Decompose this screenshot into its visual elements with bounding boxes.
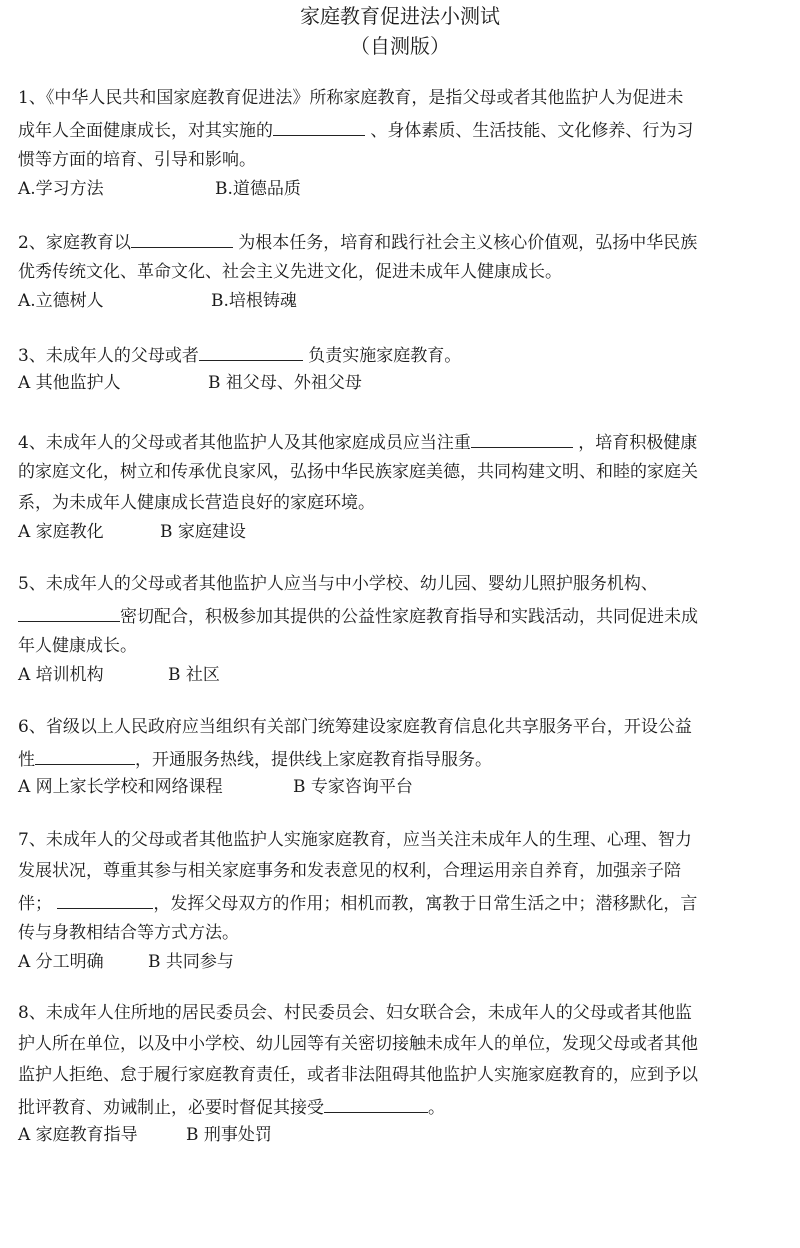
question-text: 年人健康成长。 [18, 636, 137, 656]
question-text: 7、未成年人的父母或者其他监护人实施家庭教育，应当关注未成年人的生理、心理、智力 [18, 830, 692, 850]
option-a[interactable]: A 家庭教育指导 [18, 1125, 138, 1145]
option-b[interactable]: B 共同参与 [148, 952, 234, 972]
question-text: 8、未成年人住所地的居民委员会、村民委员会、妇女联合会，未成年人的父母或者其他监 [18, 1003, 692, 1023]
answer-blank [199, 342, 303, 361]
answer-blank [35, 746, 135, 765]
answer-blank [324, 1094, 428, 1113]
question-text: 系，为未成年人健康成长营造良好的家庭环境。 [18, 493, 375, 513]
option-a[interactable]: A.学习方法 [18, 179, 104, 199]
option-a[interactable]: A 其他监护人 [18, 373, 121, 393]
question-text: 6、省级以上人民政府应当组织有关部门统筹建设家庭教育信息化共享服务平台，开设公益 [18, 717, 692, 737]
option-b[interactable]: B 祖父母、外祖父母 [208, 373, 362, 393]
answer-blank [18, 603, 120, 622]
question-text: 优秀传统文化、革命文化、社会主义先进文化，促进未成年人健康成长。 [18, 262, 562, 282]
option-a[interactable]: A 培训机构 [18, 665, 104, 685]
question-text: 批评教育、劝诫制止，必要时督促其接受 。 [18, 1094, 780, 1118]
option-b[interactable]: B 家庭建设 [160, 522, 246, 542]
question-text: 3、未成年人的父母或者 负责实施家庭教育。 [18, 342, 780, 366]
quiz-subtitle: （自测版） [350, 34, 450, 58]
question-text: 2、家庭教育以 为根本任务，培育和践行社会主义核心价值观，弘扬中华民族 [18, 229, 780, 253]
question-text: 4、未成年人的父母或者其他监护人及其他家庭成员应当注重 ，培育积极健康 [18, 429, 780, 453]
question-text: 发展状况，尊重其参与相关家庭事务和发表意见的权利，合理运用亲自养育，加强亲子陪 [18, 861, 681, 881]
question-text: 传与身教相结合等方式方法。 [18, 923, 239, 943]
option-a[interactable]: A.立德树人 [18, 291, 104, 311]
option-a[interactable]: A 家庭教化 [18, 522, 104, 542]
question-text: 伴； ，发挥父母双方的作用；相机而教，寓教于日常生活之中；潜移默化，言 [18, 890, 780, 914]
question-text: 惯等方面的培育、引导和影响。 [18, 150, 256, 170]
option-b[interactable]: B 社区 [168, 665, 220, 685]
option-a[interactable]: A 网上家长学校和网络课程 [18, 777, 223, 797]
question-text: 成年人全面健康成长，对其实施的 、身体素质、生活技能、文化修养、行为习 [18, 117, 780, 141]
quiz-title: 家庭教育促进法小测试 [300, 4, 500, 28]
option-b[interactable]: B.培根铸魂 [211, 291, 297, 311]
question-text: 性 ，开通服务热线，提供线上家庭教育指导服务。 [18, 746, 780, 770]
option-b[interactable]: B 专家咨询平台 [293, 777, 413, 797]
answer-blank [273, 117, 365, 136]
option-a[interactable]: A 分工明确 [18, 952, 104, 972]
question-text: 监护人拒绝、怠于履行家庭教育责任，或者非法阻碍其他监护人实施家庭教育的，应到予以 [18, 1065, 698, 1085]
question-text: 1、《中华人民共和国家庭教育促进法》所称家庭教育，是指父母或者其他监护人为促进未 [18, 88, 684, 108]
question-text: 的家庭文化，树立和传承优良家风，弘扬中华民族家庭美德，共同构建文明、和睦的家庭关 [18, 462, 698, 482]
answer-blank [57, 890, 153, 909]
question-text: 密切配合，积极参加其提供的公益性家庭教育指导和实践活动，共同促进未成 [18, 603, 780, 627]
question-text: 护人所在单位，以及中小学校、幼儿园等有关密切接触未成年人的单位，发现父母或者其他 [18, 1034, 698, 1054]
option-b[interactable]: B.道德品质 [215, 179, 301, 199]
question-text: 5、未成年人的父母或者其他监护人应当与中小学校、幼儿园、婴幼儿照护服务机构、 [18, 574, 658, 594]
answer-blank [471, 429, 573, 448]
answer-blank [131, 229, 233, 248]
option-b[interactable]: B 刑事处罚 [186, 1125, 272, 1145]
